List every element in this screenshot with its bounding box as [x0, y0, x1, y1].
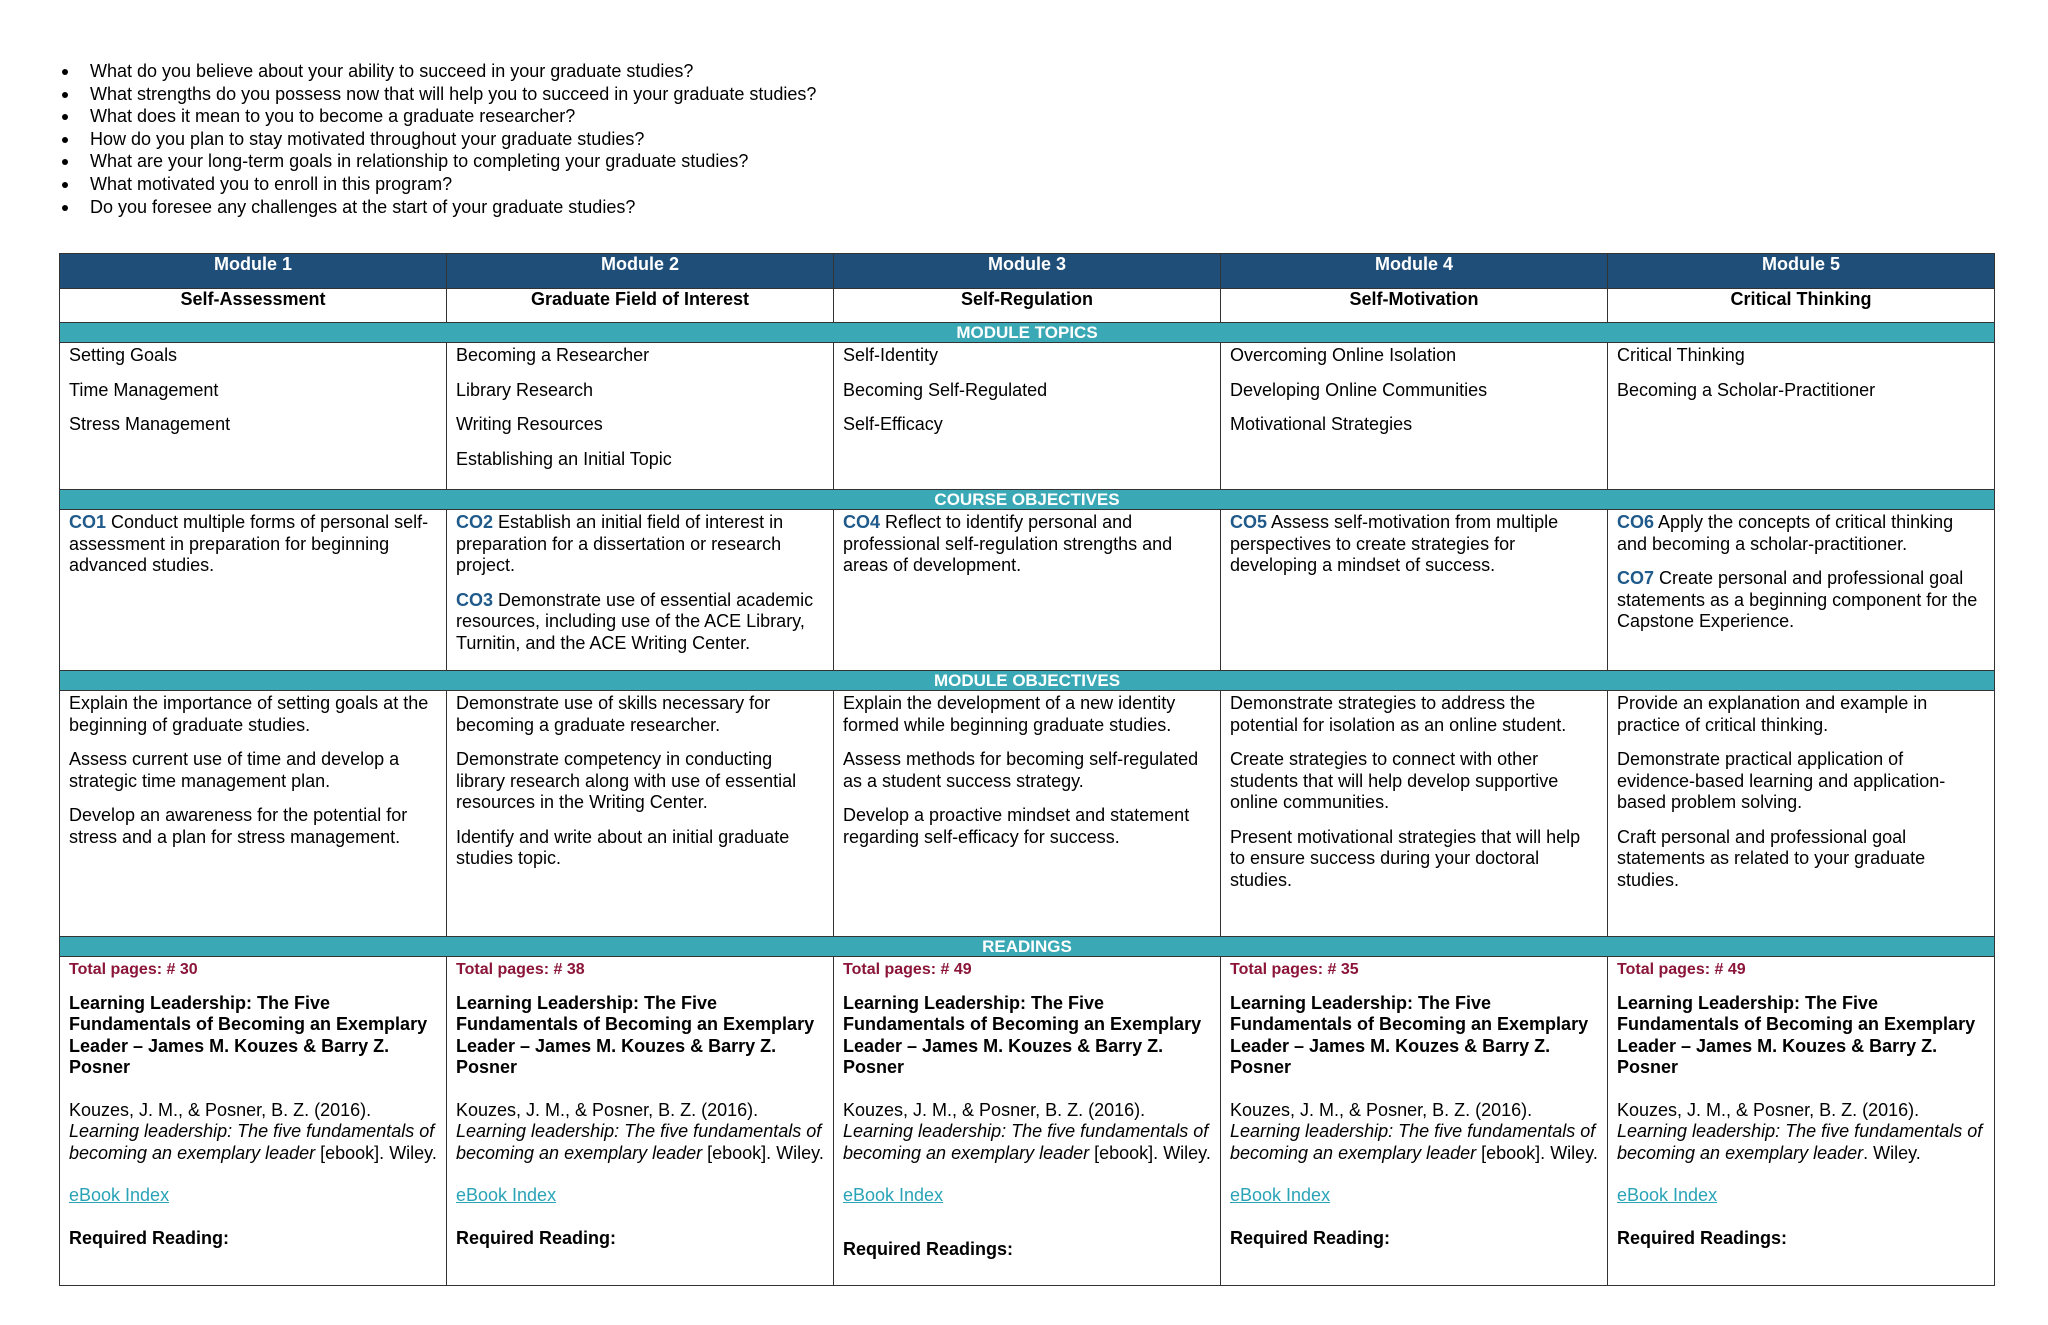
course-objectives-cell	[60, 510, 447, 671]
reflection-questions	[60, 60, 816, 218]
topic-item: Time Management	[69, 379, 219, 400]
section-label: MODULE OBJECTIVES	[60, 671, 1995, 691]
section-band-course-objectives	[60, 490, 1995, 510]
course-objectives-cell	[834, 510, 1221, 671]
ebook-index-link[interactable]	[1617, 1185, 1986, 1207]
citation-publisher: [ebook]. Wiley.	[1089, 1142, 1211, 1163]
question-item: Do you foresee any challenges at the start of your graduate studies?	[60, 196, 816, 219]
section-band-module-objectives	[60, 671, 1995, 691]
topic-item: Setting Goals	[69, 345, 178, 365]
section-label: MODULE TOPICS	[60, 323, 1995, 343]
citation-title: Learning leadership: The five fundamentals of becoming an exemplary leader	[843, 1121, 1209, 1163]
total-pages: Total pages: # 49	[843, 961, 972, 978]
module-objective: Demonstrate competency in conducting library research along with use of essential resources in the Writing Center.	[456, 749, 797, 812]
module-objective: Craft personal and professional goal statements as related to your graduate studies.	[1617, 826, 1926, 890]
module-objective: Develop an awareness for the potential for stress and a plan for stress management.	[69, 805, 408, 847]
objective-code: CO5	[1230, 512, 1268, 532]
course-objective	[1230, 512, 1599, 577]
topics-cell	[447, 343, 834, 490]
objective-code: CO1	[69, 512, 107, 532]
module-objectives-cell	[834, 691, 1221, 937]
module-number-row	[60, 254, 1995, 289]
ebook-index-link[interactable]	[1230, 1185, 1599, 1207]
citation	[843, 1100, 1212, 1165]
section-band-topics	[60, 323, 1995, 343]
course-objective	[1617, 568, 1986, 633]
topic-item: Becoming a Researcher	[456, 345, 650, 365]
citation	[1617, 1100, 1986, 1165]
topic-item: Developing Online Communities	[1230, 379, 1488, 400]
citation-publisher: . Wiley.	[1863, 1142, 1921, 1163]
course-objective	[69, 512, 438, 577]
topic-item: Critical Thinking	[1617, 345, 1745, 365]
module-number: Module 5	[1608, 254, 1995, 289]
total-pages: Total pages: # 49	[1617, 961, 1746, 978]
section-label: COURSE OBJECTIVES	[60, 490, 1995, 510]
module-number: Module 1	[60, 254, 447, 289]
book-title: Learning Leadership: The Five Fundamentals of Becoming an Exemplary Leader – James M. Kouzes & Barry Z. Posner	[69, 992, 428, 1077]
course-objectives-row	[60, 510, 1995, 671]
citation-publisher: [ebook]. Wiley.	[702, 1142, 824, 1163]
course-objective	[1617, 512, 1986, 555]
readings-cell	[447, 957, 834, 1286]
topic-item: Establishing an Initial Topic	[456, 448, 672, 469]
module-objective: Identify and write about an initial graduate studies topic.	[456, 826, 790, 868]
module-number: Module 2	[447, 254, 834, 289]
required-reading-label: Required Reading:	[456, 1227, 617, 1248]
readings-cell	[834, 957, 1221, 1286]
topics-cell	[1608, 343, 1995, 490]
total-pages: Total pages: # 38	[456, 961, 585, 978]
ebook-index-link[interactable]	[456, 1185, 825, 1207]
question-item: What do you believe about your ability to succeed in your graduate studies?	[60, 60, 816, 83]
module-title: Self-Assessment	[60, 289, 447, 323]
module-title-row	[60, 289, 1995, 323]
objective-text: Demonstrate use of essential academic resources, including use of the ACE Library, Turnitin, and the ACE Writing Center.	[456, 589, 814, 653]
topic-item: Motivational Strategies	[1230, 414, 1413, 434]
citation	[1230, 1100, 1599, 1165]
module-objective: Create strategies to connect with other students that will help develop supportive online communities.	[1230, 749, 1559, 812]
citation-publisher: [ebook]. Wiley.	[1476, 1142, 1598, 1163]
objective-text: Conduct multiple forms of personal self-assessment in preparation for beginning advanced studies.	[69, 512, 429, 575]
question-item: What are your long-term goals in relationship to completing your graduate studies?	[60, 150, 816, 173]
module-objective: Demonstrate use of skills necessary for becoming a graduate researcher.	[456, 693, 771, 735]
citation-title: Learning leadership: The five fundamentals of becoming an exemplary leader	[456, 1121, 822, 1163]
book-title: Learning Leadership: The Five Fundamentals of Becoming an Exemplary Leader – James M. Kouzes & Barry Z. Posner	[456, 992, 815, 1077]
topic-item: Writing Resources	[456, 414, 603, 434]
citation-authors: Kouzes, J. M., & Posner, B. Z. (2016).	[1230, 1099, 1533, 1120]
required-reading-label: Required Reading:	[1230, 1227, 1391, 1248]
citation-publisher: [ebook]. Wiley.	[315, 1142, 437, 1163]
course-overview-table	[59, 253, 1995, 1286]
objective-code: CO7	[1617, 568, 1655, 588]
module-title: Graduate Field of Interest	[447, 289, 834, 323]
module-objective: Present motivational strategies that will help to ensure success during your doctoral studies.	[1230, 826, 1581, 890]
citation	[456, 1100, 825, 1165]
module-number: Module 3	[834, 254, 1221, 289]
citation-title: Learning leadership: The five fundamentals of becoming an exemplary leader	[1230, 1121, 1596, 1163]
topic-item: Stress Management	[69, 414, 231, 434]
objective-text: Apply the concepts of critical thinking and becoming a scholar-practitioner.	[1617, 512, 1954, 554]
topic-item: Self-Efficacy	[843, 414, 943, 434]
question-item: How do you plan to stay motivated throughout your graduate studies?	[60, 128, 816, 151]
ebook-index-link[interactable]	[69, 1185, 438, 1207]
topic-item: Becoming Self-Regulated	[843, 379, 1048, 400]
module-objective: Assess current use of time and develop a strategic time management plan.	[69, 749, 400, 791]
readings-row	[60, 957, 1995, 1286]
section-label: READINGS	[60, 937, 1995, 957]
module-objective: Develop a proactive mindset and statement regarding self-efficacy for success.	[843, 805, 1190, 847]
topic-item: Becoming a Scholar-Practitioner	[1617, 379, 1876, 400]
module-objectives-cell	[60, 691, 447, 937]
module-title: Critical Thinking	[1608, 289, 1995, 323]
course-objective	[843, 512, 1212, 577]
topics-row	[60, 343, 1995, 490]
section-band-readings	[60, 937, 1995, 957]
citation-authors: Kouzes, J. M., & Posner, B. Z. (2016).	[69, 1099, 372, 1120]
objective-text: Create personal and professional goal statements as a beginning component for the Capstone Experience.	[1617, 568, 1978, 631]
module-title: Self-Motivation	[1221, 289, 1608, 323]
topic-item: Overcoming Online Isolation	[1230, 345, 1457, 365]
required-reading-label: Required Readings:	[1617, 1227, 1788, 1248]
question-item: What strengths do you possess now that will help you to succeed in your graduate studies?	[60, 83, 816, 106]
citation	[69, 1100, 438, 1165]
topics-cell	[1221, 343, 1608, 490]
module-objective: Demonstrate practical application of evidence-based learning and application-based problem solving.	[1617, 749, 1946, 812]
topic-item: Library Research	[456, 379, 594, 400]
ebook-index-link-text[interactable]: eBook Index	[456, 1185, 557, 1205]
module-title: Self-Regulation	[834, 289, 1221, 323]
book-title: Learning Leadership: The Five Fundamentals of Becoming an Exemplary Leader – James M. Kouzes & Barry Z. Posner	[1617, 992, 1976, 1077]
required-reading-label: Required Reading:	[69, 1227, 230, 1248]
module-objectives-cell	[1608, 691, 1995, 937]
module-number: Module 4	[1221, 254, 1608, 289]
ebook-index-link-text[interactable]: eBook Index	[1230, 1185, 1331, 1205]
total-pages: Total pages: # 35	[1230, 961, 1359, 978]
course-objective	[456, 512, 825, 577]
topics-cell	[60, 343, 447, 490]
topics-cell	[834, 343, 1221, 490]
course-objectives-cell	[1221, 510, 1608, 671]
objective-text: Establish an initial field of interest in preparation for a dissertation or research project.	[456, 512, 784, 575]
citation-authors: Kouzes, J. M., & Posner, B. Z. (2016).	[1617, 1099, 1920, 1120]
ebook-index-link-text[interactable]: eBook Index	[843, 1185, 944, 1205]
readings-cell	[60, 957, 447, 1286]
objective-code: CO4	[843, 512, 881, 532]
module-objective: Explain the development of a new identity formed while beginning graduate studies.	[843, 693, 1176, 735]
ebook-index-link[interactable]	[843, 1185, 1212, 1207]
module-objectives-row	[60, 691, 1995, 937]
citation-title: Learning leadership: The five fundamentals of becoming an exemplary leader	[69, 1121, 435, 1163]
course-objectives-cell	[1608, 510, 1995, 671]
course-objectives-cell	[447, 510, 834, 671]
book-title: Learning Leadership: The Five Fundamentals of Becoming an Exemplary Leader – James M. Kouzes & Barry Z. Posner	[1230, 992, 1589, 1077]
citation-authors: Kouzes, J. M., & Posner, B. Z. (2016).	[456, 1099, 759, 1120]
question-item: What does it mean to you to become a graduate researcher?	[60, 105, 816, 128]
book-title: Learning Leadership: The Five Fundamentals of Becoming an Exemplary Leader – James M. Kouzes & Barry Z. Posner	[843, 992, 1202, 1077]
citation-title: Learning leadership: The five fundamentals of becoming an exemplary leader	[1617, 1121, 1983, 1163]
module-objectives-cell	[447, 691, 834, 937]
question-item: What motivated you to enroll in this program?	[60, 173, 816, 196]
readings-cell	[1221, 957, 1608, 1286]
topic-item: Self-Identity	[843, 345, 939, 365]
ebook-index-link-text[interactable]: eBook Index	[69, 1185, 170, 1205]
total-pages: Total pages: # 30	[69, 961, 198, 978]
module-objective: Demonstrate strategies to address the potential for isolation as an online student.	[1230, 693, 1567, 735]
citation-authors: Kouzes, J. M., & Posner, B. Z. (2016).	[843, 1099, 1146, 1120]
objective-text: Reflect to identify personal and professional self-regulation strengths and areas of development.	[843, 512, 1173, 575]
objective-code: CO3	[456, 589, 494, 610]
objective-code: CO2	[456, 512, 494, 532]
objective-code: CO6	[1617, 512, 1655, 532]
module-objective: Assess methods for becoming self-regulated as a student success strategy.	[843, 749, 1199, 791]
ebook-index-link-text[interactable]: eBook Index	[1617, 1185, 1718, 1205]
module-objectives-cell	[1221, 691, 1608, 937]
module-objective: Provide an explanation and example in practice of critical thinking.	[1617, 693, 1928, 735]
course-objective	[456, 590, 825, 655]
required-reading-label: Required Readings:	[843, 1238, 1014, 1259]
module-objective: Explain the importance of setting goals at the beginning of graduate studies.	[69, 693, 429, 735]
readings-cell	[1608, 957, 1995, 1286]
objective-text: Assess self-motivation from multiple perspectives to create strategies for developing a mindset of success.	[1230, 512, 1559, 575]
